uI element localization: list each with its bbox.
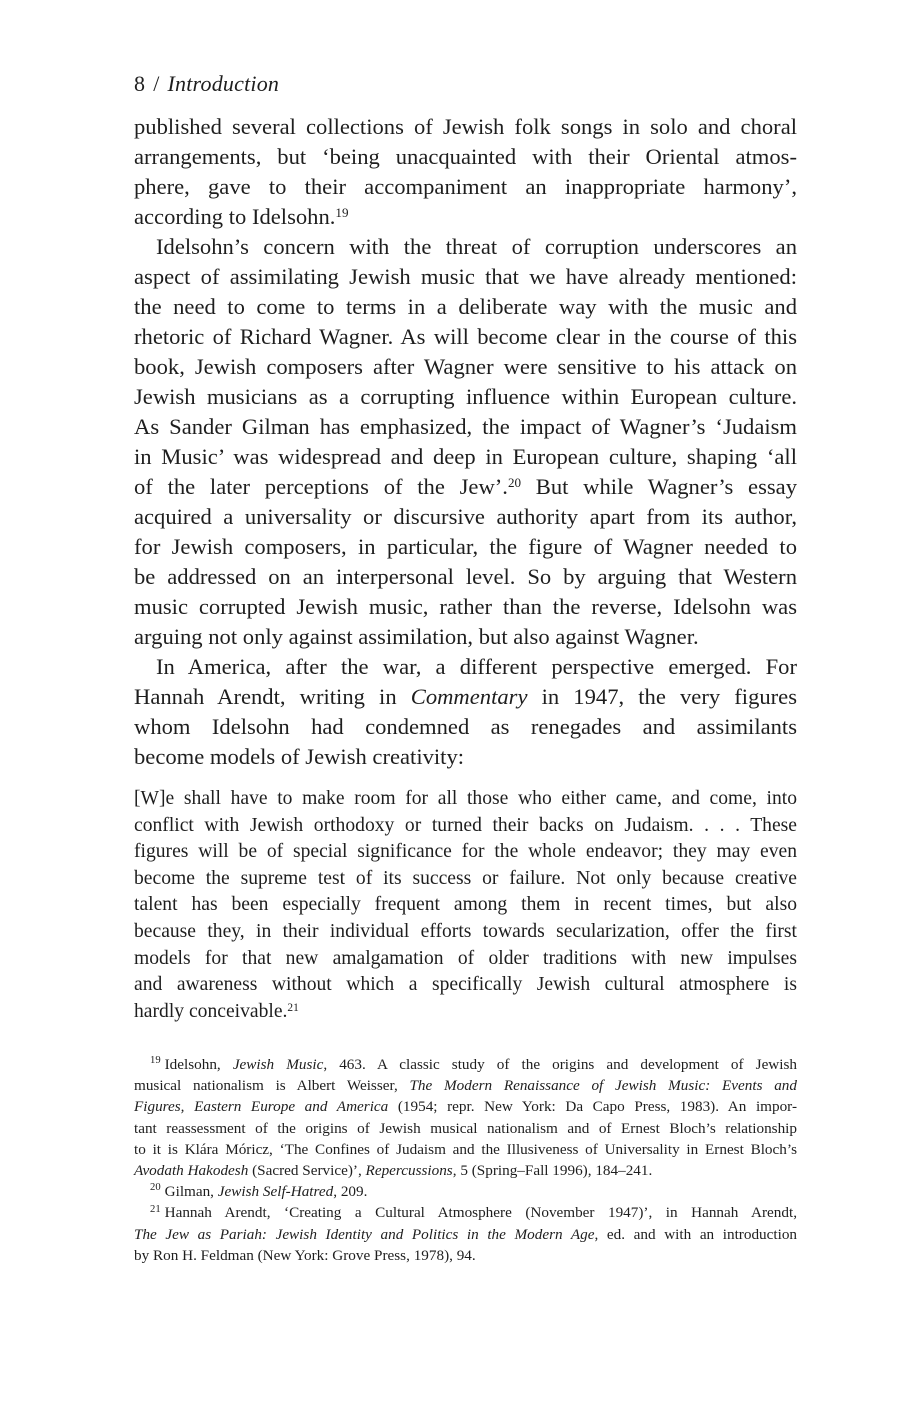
footnote-text: musical nationalism is Albert Weisser, bbox=[134, 1077, 410, 1095]
italic-title: Commentary bbox=[410, 684, 528, 709]
body-line bbox=[134, 112, 797, 142]
quote-line: because they, in their individual efforts towards secularization, offer the first bbox=[134, 920, 797, 942]
body-line bbox=[134, 532, 797, 562]
footnote-number: 21 bbox=[150, 1203, 161, 1215]
footnote-text: (1954; repr. New York: Da Capo Press, 1983). An impor- bbox=[388, 1098, 797, 1116]
line-text: whom Idelsohn had condemned as renegades and assimilants bbox=[134, 714, 797, 739]
quote-line: models for that new amalgamation of older traditions with new impulses bbox=[134, 947, 797, 969]
footnote-text: Idelsohn, bbox=[164, 1056, 233, 1073]
line-text: of the later perceptions of the Jew’. bbox=[134, 474, 508, 499]
footnote-ref-21[interactable]: 21 bbox=[287, 1001, 299, 1014]
italic-title: Figures, Eastern Europe and America bbox=[134, 1098, 389, 1116]
body-line bbox=[134, 382, 797, 412]
quote-line: talent has been especially frequent among them in recent times, but also bbox=[134, 894, 797, 916]
footnote-19-line bbox=[134, 1096, 797, 1117]
body-line bbox=[134, 232, 797, 262]
footnote-text: , 463. A classic study of the origins and development of Jewish bbox=[323, 1056, 797, 1073]
body-line bbox=[134, 742, 797, 772]
line-text: book, Jewish composers after Wagner were sensitive to his attack on bbox=[134, 354, 797, 379]
body-line bbox=[134, 322, 797, 352]
italic-title: Jewish Music bbox=[232, 1056, 324, 1073]
quote-line-last: hardly conceivable.$^{21}$ bbox=[134, 1000, 299, 1022]
body-line bbox=[134, 202, 797, 232]
page-number: 8 bbox=[134, 71, 146, 96]
footnotes bbox=[134, 1054, 797, 1266]
italic-title: Avodath Hakodesh bbox=[134, 1162, 249, 1180]
quote-line: become the supreme test of its success or failure. Not only because creative bbox=[134, 867, 797, 889]
line-text: Jewish musicians as a corrupting influence within European culture. bbox=[134, 384, 797, 409]
body-line bbox=[134, 472, 797, 502]
line-text: published several collections of Jewish folk songs in solo and choral bbox=[134, 114, 797, 139]
footnote-text: , ed. and with an introduction bbox=[594, 1225, 798, 1243]
footnote-21-line bbox=[134, 1245, 797, 1266]
body-line bbox=[134, 622, 797, 652]
line-text: for Jewish composers, in particular, the figure of Wagner needed to bbox=[134, 534, 797, 559]
body-line bbox=[134, 712, 797, 742]
quote-line: figures will be of special significance for the whole endeavor; they may even bbox=[134, 841, 797, 863]
footnote-text: tant reassessment of the origins of Jewish musical nationalism and of Ernest Bloch’s relationship bbox=[134, 1119, 797, 1137]
line-text: But while Wagner’s essay bbox=[521, 474, 797, 499]
footnote-number: 19 bbox=[150, 1055, 161, 1067]
footnote-text: , 209. bbox=[333, 1183, 368, 1201]
body-line bbox=[134, 412, 797, 442]
line-text: be addressed on an interpersonal level. So by arguing that Western bbox=[134, 564, 797, 589]
line-text: As Sander Gilman has emphasized, the impact of Wagner’s ‘Judaism bbox=[134, 414, 797, 439]
line-text: acquired a universality or discursive authority apart from its author, bbox=[134, 504, 797, 529]
line-text: in Music’ was widespread and deep in European culture, shaping ‘all bbox=[134, 444, 797, 469]
header-separator: / bbox=[153, 71, 160, 96]
body-line bbox=[134, 592, 797, 622]
footnote-19-line bbox=[134, 1118, 797, 1139]
footnote-text: Hannah Arendt, ‘Creating a Cultural Atmosphere (November 1947)’, in Hannah Arendt, bbox=[164, 1204, 797, 1222]
italic-title: The Jew as Pariah: Jewish Identity and Politics in the Modern Age bbox=[134, 1225, 595, 1243]
line-text: phere, gave to their accompaniment an inappropriate harmony’, bbox=[134, 174, 797, 199]
quote-line: [W]e shall have to make room for all those who either came, and come, into bbox=[134, 788, 797, 809]
footnote-ref-20[interactable]: 20 bbox=[507, 474, 522, 490]
footnote-text: (Sacred Service)’, bbox=[248, 1162, 366, 1180]
footnote-text: to it is Klára Móricz, ‘The Confines of Judaism and the Illusiveness of Universality in Ernest Bloch’s bbox=[134, 1140, 797, 1158]
body-line bbox=[134, 652, 797, 682]
running-head bbox=[134, 70, 279, 98]
footnote-19-line bbox=[134, 1075, 797, 1096]
line-text: rhetoric of Richard Wagner. As will become clear in the course of this bbox=[134, 324, 797, 349]
body-line bbox=[134, 562, 797, 592]
footnote-text: Gilman, bbox=[164, 1183, 218, 1201]
line-text: Hannah Arendt, writing in bbox=[134, 684, 411, 709]
italic-title: Repercussions bbox=[365, 1162, 453, 1180]
body-line bbox=[134, 502, 797, 532]
footnote-19-line bbox=[134, 1054, 797, 1075]
footnote-20-line bbox=[134, 1181, 797, 1202]
footnote-ref-19[interactable]: 19 bbox=[335, 204, 349, 220]
footnote-number: 20 bbox=[150, 1182, 161, 1194]
quote-line: conflict with Jewish orthodoxy or turned their backs on Judaism. . . . These bbox=[134, 814, 797, 836]
line-text: in 1947, the very figures bbox=[527, 684, 798, 709]
italic-title: Jewish Self-Hatred bbox=[217, 1183, 334, 1201]
footnote-text: by Ron H. Feldman (New York: Grove Press, 1978), 94. bbox=[134, 1246, 476, 1264]
line-text: aspect of assimilating Jewish music that we have already mentioned: bbox=[134, 264, 797, 289]
line-text: Idelsohn’s concern with the threat of corruption underscores an bbox=[156, 234, 797, 259]
italic-title: The Modern Renaissance of Jewish Music: Events and bbox=[409, 1077, 797, 1095]
body-line bbox=[134, 292, 797, 322]
footnote-21-line bbox=[134, 1224, 797, 1245]
body-line bbox=[134, 142, 797, 172]
line-text: In America, after the war, a different perspective emerged. For bbox=[156, 654, 797, 679]
quote-line: and awareness without which a specifically Jewish cultural atmosphere is bbox=[134, 974, 797, 996]
footnote-21-line bbox=[134, 1202, 797, 1223]
section-title: Introduction bbox=[167, 71, 280, 96]
body-line bbox=[134, 682, 797, 712]
line-text: arrangements, but ‘being unacquainted with their Oriental atmos- bbox=[134, 144, 797, 169]
line-text: become models of Jewish creativity: bbox=[134, 744, 465, 769]
line-text: the need to come to terms in a deliberate way with the music and bbox=[134, 294, 797, 319]
line-text: music corrupted Jewish music, rather than the reverse, Idelsohn was bbox=[134, 594, 797, 619]
body-text bbox=[134, 112, 797, 772]
line-text: according to Idelsohn. bbox=[134, 204, 336, 229]
line-text: arguing not only against assimilation, but also against Wagner. bbox=[134, 624, 699, 649]
body-line bbox=[134, 442, 797, 472]
footnote-19-line bbox=[134, 1160, 797, 1181]
block-quote bbox=[134, 786, 797, 1025]
body-line bbox=[134, 172, 797, 202]
footnote-text: , 5 (Spring–Fall 1996), 184–241. bbox=[452, 1162, 653, 1180]
body-line bbox=[134, 262, 797, 292]
footnote-19-line bbox=[134, 1139, 797, 1160]
body-line bbox=[134, 352, 797, 382]
